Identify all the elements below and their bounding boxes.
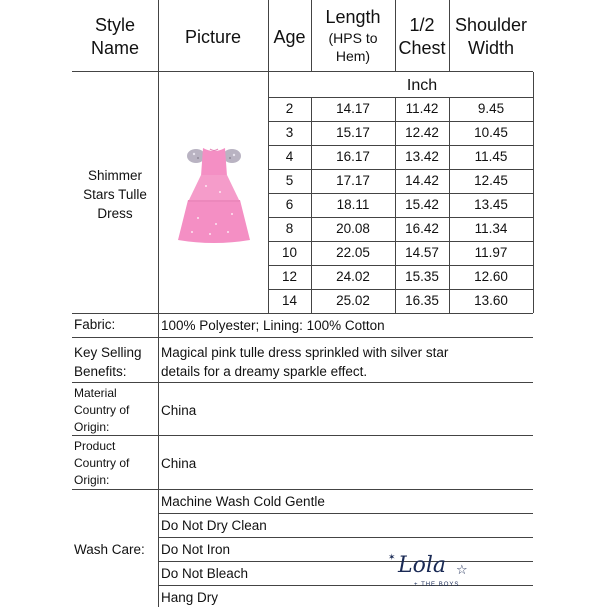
brand-logo-sub: + THE BOYS [414, 582, 460, 588]
size-cell-length: 14.17 [336, 101, 370, 116]
size-cell-chest: 14.42 [405, 173, 439, 188]
header-chest-line2: Chest [398, 38, 446, 58]
size-cell-age: 12 [281, 269, 298, 284]
header-shoulder-line2: Width [467, 38, 514, 58]
fabric-value: 100% Polyester; Lining: 100% Cotton [161, 318, 385, 333]
header-length-sub2: Hem) [335, 48, 371, 64]
size-cell-length: 18.11 [336, 197, 370, 212]
header-length [311, 6, 395, 65]
style-name-line3: Dress [97, 206, 133, 221]
header-chest [395, 14, 449, 60]
size-cell-age: 5 [285, 173, 294, 188]
size-cell-length: 20.08 [336, 221, 370, 236]
selling-label-line1: Key Selling [74, 345, 142, 360]
size-cell-chest: 16.35 [405, 293, 439, 308]
size-cell-age: 10 [281, 245, 298, 260]
size-cell-shoulder: 12.45 [474, 173, 508, 188]
material-origin-value: China [161, 403, 197, 418]
size-cell-chest: 15.42 [405, 197, 439, 212]
size-cell-shoulder: 13.60 [474, 293, 508, 308]
style-name-line2: Stars Tulle [83, 187, 147, 202]
header-shoulder-line1: Shoulder [454, 15, 528, 35]
dress-picture [170, 140, 258, 248]
size-cell-chest: 15.35 [405, 269, 439, 284]
wash-care-item: Machine Wash Cold Gentle [161, 494, 325, 509]
fabric-label: Fabric: [74, 317, 116, 332]
style-name [72, 166, 158, 223]
brand-logo-text: Lola [398, 553, 447, 578]
header-length-title: Length [325, 7, 381, 27]
header-shoulder [449, 14, 533, 60]
size-cell-shoulder: 11.97 [474, 245, 508, 260]
size-cell-chest: 11.42 [405, 101, 439, 116]
size-cell-age: 2 [285, 101, 294, 116]
selling-label-line2: Benefits: [74, 364, 127, 379]
size-cell-shoulder: 10.45 [474, 125, 508, 140]
sparkle-icon: ✶ [388, 552, 396, 562]
size-cell-age: 3 [285, 125, 294, 140]
header-style-name-line2: Name [90, 38, 139, 58]
header-picture: Picture [184, 27, 242, 47]
selling-value [161, 343, 448, 381]
size-cell-shoulder: 13.45 [474, 197, 508, 212]
product-origin-label-line3: Origin: [74, 473, 110, 487]
size-cell-shoulder: 9.45 [477, 101, 505, 116]
material-origin-label-line2: Country of [74, 403, 130, 417]
selling-label [74, 343, 142, 381]
size-cell-length: 25.02 [336, 293, 370, 308]
size-cell-age: 8 [285, 221, 294, 236]
size-cell-length: 24.02 [336, 269, 370, 284]
wash-care-item: Do Not Bleach [161, 566, 249, 581]
size-cell-chest: 14.57 [405, 245, 439, 260]
size-cell-length: 17.17 [336, 173, 370, 188]
style-name-line1: Shimmer [87, 168, 142, 183]
header-age: Age [273, 27, 306, 47]
header-style-name [72, 14, 158, 60]
wash-care-item: Hang Dry [161, 590, 219, 605]
size-cell-age: 6 [285, 197, 294, 212]
size-cell-age: 14 [281, 293, 298, 308]
material-origin-label [74, 385, 129, 436]
header-length-sub1: (HPS to [328, 30, 378, 46]
header-chest-line1: 1/2 [409, 15, 435, 35]
size-cell-length: 16.17 [336, 149, 370, 164]
size-cell-shoulder: 11.45 [474, 149, 508, 164]
star-icon: ☆ [456, 562, 468, 577]
size-cell-chest: 12.42 [405, 125, 439, 140]
size-cell-chest: 13.42 [405, 149, 439, 164]
brand-logo [388, 552, 478, 594]
unit-label: Inch [406, 77, 438, 94]
product-origin-value: China [161, 456, 197, 471]
product-origin-label [74, 438, 129, 489]
size-cell-chest: 16.42 [405, 221, 439, 236]
material-origin-label-line1: Material [74, 386, 117, 400]
size-cell-length: 22.05 [336, 245, 370, 260]
product-origin-label-line2: Country of [74, 456, 130, 470]
size-cell-shoulder: 12.60 [474, 269, 508, 284]
size-cell-shoulder: 11.34 [474, 221, 508, 236]
size-cell-age: 4 [285, 149, 294, 164]
wash-care-item: Do Not Dry Clean [161, 518, 267, 533]
product-origin-label-line1: Product [74, 439, 116, 453]
material-origin-label-line3: Origin: [74, 420, 110, 434]
wash-care-label: Wash Care: [74, 542, 145, 557]
header-style-name-line1: Style [94, 15, 136, 35]
size-cell-length: 15.17 [336, 125, 370, 140]
selling-value-line1: Magical pink tulle dress sprinkled with silver star [161, 345, 449, 360]
selling-value-line2: details for a dreamy sparkle effect. [161, 364, 368, 379]
wash-care-item: Do Not Iron [161, 542, 231, 557]
